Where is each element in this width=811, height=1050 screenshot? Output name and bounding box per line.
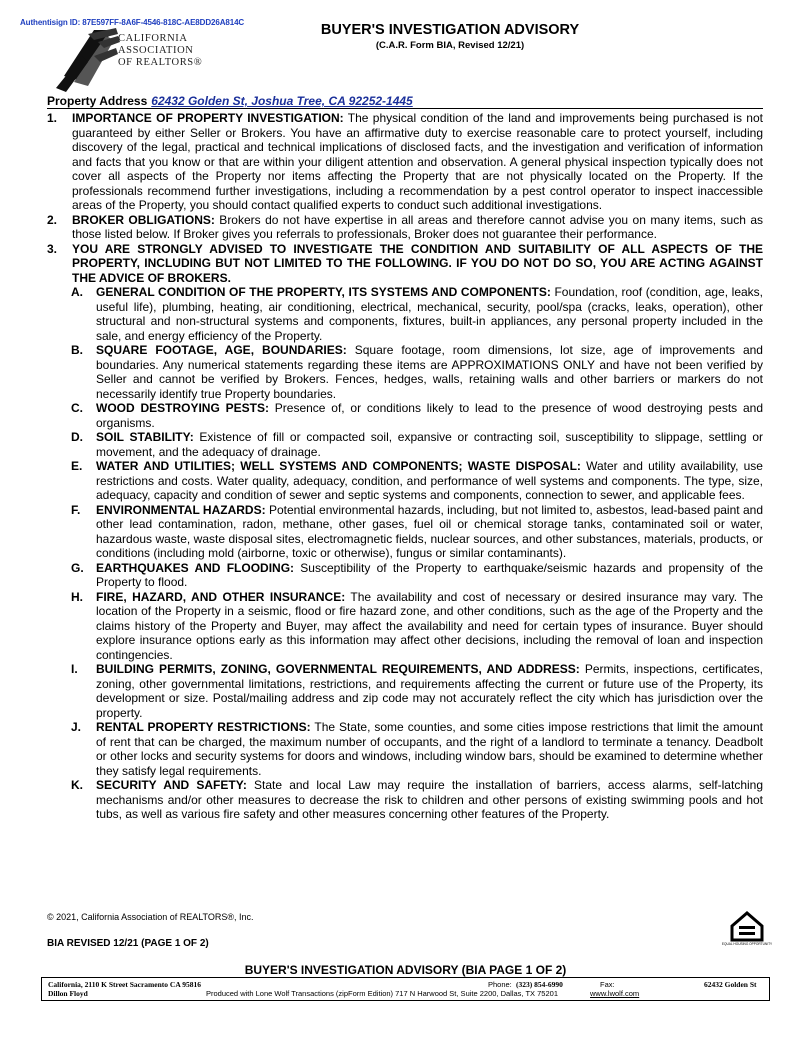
item-letter: I. [71,662,78,676]
section-1 [47,111,763,213]
item-text: Foundation, roof (condition, age, leaks, useful life), plumbing, heating, air conditioning, electrical, mechanical, security, pool/spa (cracks, leaks, operation), other structural and non-structural systems and components, fixtures, built-in appliances, any personal property included in the sale, and energy efficiency of the Property. [96,285,764,343]
item-heading: WATER AND UTILITIES; WELL SYSTEMS AND COMPONENTS; WASTE DISPOSAL: [96,459,581,473]
item-heading: ENVIRONMENTAL HAZARDS: [96,502,266,517]
item-text: Square footage, room dimensions, lot size, age of improvements and boundaries. Any numerical statements regarding these items are APPROXIMATIONS ONLY and have not been verified by Seller and cannot be verified by Brokers. Fences, hedges, walls, retaining walls and other barriers or markers do not necessarily identify true Property boundaries. [96,343,763,401]
item-text: Permits, inspections, certificates, zoning, other governmental limitations, restrictions, and requirements affecting the current or future use of the Property, its development or size. Postal/mailing address and zip code may not accurately reflect the city which has jurisdiction over the property. [96,662,764,720]
item-e [47,459,763,503]
section-number: 1. [47,111,58,125]
footer-phone: (323) 854-6990 [516,980,563,989]
item-text: Existence of fill or compacted soil, expansive or contracting soil, susceptibility to slippage, settling or movement, and the adequacy of drainage. [96,430,763,459]
item-b [47,343,763,401]
item-letter: H. [71,589,83,604]
item-h [47,590,763,663]
item-letter: C. [71,401,83,415]
revision-label: BIA REVISED 12/21 (PAGE 1 OF 2) [47,938,209,949]
item-text: Susceptibility of the Property to earthquake/seismic hazards and propensity of the Property to flood. [96,560,763,589]
item-letter: G. [71,560,84,575]
section-3 [47,242,763,286]
item-a [47,285,763,343]
equal-housing-opportunity-icon [721,910,773,950]
footer-brokerage: California, 2110 K Street Sacramento CA 95816 [48,980,201,989]
property-address-label: Property Address [47,94,148,108]
section-heading: BROKER OBLIGATIONS: [72,212,215,227]
footer-phone-label: Phone: [488,980,512,989]
item-text: Presence of, or conditions likely to lead to the presence of wood destroying pests and organisms. [96,401,764,430]
item-i [47,662,763,720]
footer-website-link[interactable]: www.lwolf.com [590,989,640,998]
section-text: Brokers do not have expertise in all areas and therefore cannot advise you on many items, such as those listed below. If Broker gives you referrals to professionals, Broker does not guarantee their performance. [72,212,763,241]
car-logo-text: CALIFORNIA ASSOCIATION OF REALTORS® [118,33,203,68]
section-heading: IMPORTANCE OF PROPERTY INVESTIGATION: [72,111,344,125]
item-f [47,503,763,561]
item-heading: SOIL STABILITY: [96,430,194,444]
item-letter: F. [71,502,81,517]
item-k [47,778,763,822]
property-address-row [47,94,763,109]
item-heading: SECURITY AND SAFETY: [96,778,247,792]
form-subtitle: (C.A.R. Form BIA, Revised 12/21) [375,40,525,51]
section-2 [47,213,763,242]
item-letter: E. [71,459,83,473]
eho-label: EQUAL HOUSING OPPORTUNITY [721,942,773,946]
footer-agent: Dillon Floyd [48,989,88,998]
footer-doc-name: 62432 Golden St [704,980,757,989]
section-text: The physical condition of the land and improvements being purchased is not guaranteed by either Seller or Brokers. You have an affirmative duty to exercise reasonable care to protect yourself, including discovery of the legal, practical and technical implications of disclosed facts, and the investigation and verification of information and facts that you know or that are within your diligent attention and observation. A general physical inspection typically does not cover all aspects of the Property nor items affecting the Property that are not physically located on the Property. If the professionals recommend further investigations, including a recommendation by a pest control operator to inspect inaccessible areas of the Property, you should contact qualified experts to conduct such additional investigations. [72,111,763,212]
item-j [47,720,763,778]
item-heading: WOOD DESTROYING PESTS: [96,401,269,415]
property-address-field[interactable]: 62432 Golden St, Joshua Tree, CA 92252-1445 [151,94,413,108]
item-text: State and local Law may require the installation of barriers, access alarms, self-latching mechanisms and/or other measures to decrease the risk to children and other persons of existing swimming pools and hot tubs, as well as various fire safety and other measures concerning other features of the Property. [96,778,763,821]
item-text: Water and utility availability, use restrictions and costs. Water quality, adequacy, condition, and performance of well systems and components. The type, size, adequacy, capacity and condition of sewer and septic systems and components, connection to sewer, and applicable fees. [96,459,763,502]
item-heading: BUILDING PERMITS, ZONING, GOVERNMENTAL REQUIREMENTS, AND ADDRESS: [96,662,580,676]
item-text: The availability and cost of necessary or desired insurance may vary. The location of the Property in a seismic, flood or fire hazard zone, and other conditions, such as the age of the Property and the claims history of the Property and Buyer, may affect the availability and need for certain types of insurance. Buyer should explore insurance options early as this information may affect other decisions, including the removal of loan and inspection contingencies. [96,589,763,662]
footer-produced: Produced with Lone Wolf Transactions (zipForm Edition) 717 N Harwood St, Suite 2200, Dallas, TX 75201 [206,989,558,998]
item-text: The State, some counties, and some cities impose restrictions that limit the amount of rent that can be charged, the maximum number of occupants, and the right of a landlord to terminate a tenancy. Deadbolt or other locks and security systems for doors and windows, including window bars, should be examined to determine whether they satisfy legal requirements. [96,720,763,778]
footer-box [41,977,770,1001]
item-c [47,401,763,430]
item-heading: GENERAL CONDITION OF THE PROPERTY, ITS SYSTEMS AND COMPONENTS: [96,285,551,299]
footer-fax-label: Fax: [600,980,615,989]
item-heading: FIRE, HAZARD, AND OTHER INSURANCE: [96,589,346,604]
item-letter: J. [71,720,82,734]
item-text: Potential environmental hazards, including, but not limited to, asbestos, lead-based paint and other lead contamination, radon, methane, other gases, fuel oil or chemical storage tanks, contaminated soil or water, hazardous waste, waste disposal sites, electromagnetic fields, nuclear sources, and other substances, materials, products, or conditions (including mold (airborne, toxic or otherwise), fungus or similar contaminants). [96,502,763,560]
footer-title: BUYER'S INVESTIGATION ADVISORY (BIA PAGE 1 OF 2) [244,963,567,977]
item-d [47,430,763,459]
section-number: 2. [47,212,58,227]
item-heading: SQUARE FOOTAGE, AGE, BOUNDARIES: [96,343,347,357]
copyright: © 2021, California Association of REALTORS®, Inc. [47,912,254,922]
item-heading: RENTAL PROPERTY RESTRICTIONS: [96,720,311,734]
item-g [47,561,763,590]
section-heading: YOU ARE STRONGLY ADVISED TO INVESTIGATE THE CONDITION AND SUITABILITY OF ALL ASPECTS OF THE PROPERTY, INCLUDING BUT NOT LIMITED TO THE FOLLOWING. IF YOU DO NOT DO SO, YOU ARE ACTING AGAINST THE ADVICE OF BROKERS. [72,241,763,285]
item-letter: B. [71,343,83,357]
section-number: 3. [47,241,58,256]
document-body [47,111,763,822]
form-title: BUYER'S INVESTIGATION ADVISORY [320,22,580,38]
item-heading: EARTHQUAKES AND FLOODING: [96,560,295,575]
authentisign-id: Authentisign ID: 87E597FF-8A6F-4546-818C-AE8DD26A814C [20,18,245,27]
item-letter: K. [71,778,83,792]
item-letter: A. [71,285,83,299]
item-letter: D. [71,430,83,444]
